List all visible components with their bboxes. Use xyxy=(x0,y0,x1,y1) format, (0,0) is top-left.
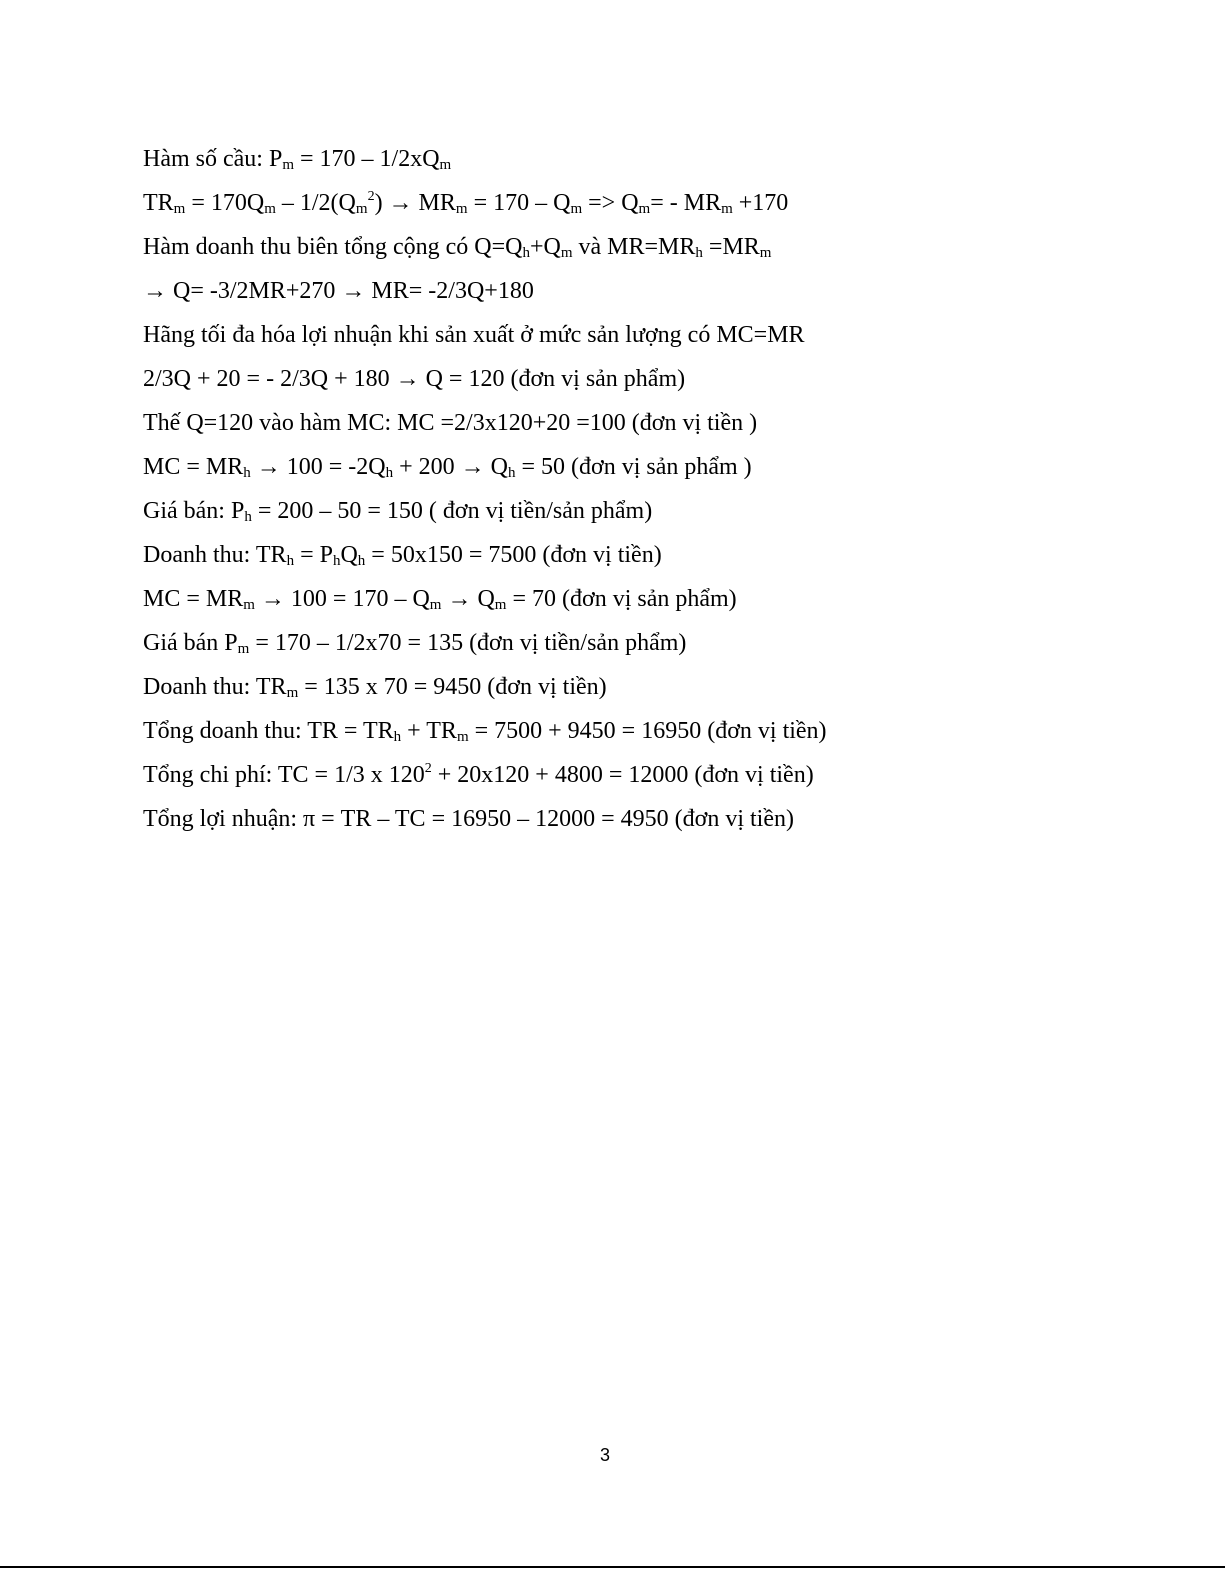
text-run: → 100 = -2Q xyxy=(250,454,386,480)
text-run: + 200 → Q xyxy=(393,454,508,480)
subscript: m xyxy=(286,685,299,701)
text-run: +Q xyxy=(529,234,561,260)
text-run: → Q= -3/2MR+270 → MR= -2/3Q+180 xyxy=(143,278,534,304)
subscript: m xyxy=(237,641,250,657)
text-run: = 170 – 1/2xQ xyxy=(293,146,440,172)
total-cost-line xyxy=(143,753,1123,797)
trh-line xyxy=(143,533,1123,577)
ph-line xyxy=(143,489,1123,533)
text-run: Tổng chi phí: TC = 1/3 x 120 xyxy=(143,762,425,788)
subscript: h xyxy=(522,245,530,261)
text-run: ) → MR xyxy=(374,190,456,216)
subscript: m xyxy=(494,597,507,613)
qm-line xyxy=(143,577,1123,621)
subscript: m xyxy=(439,157,452,173)
subscript: m xyxy=(282,157,294,173)
demand-function-line xyxy=(143,137,1123,181)
text-run: Giá bán P xyxy=(143,630,238,656)
text-run: TR xyxy=(143,190,174,216)
text-run: Hàm số cầu: P xyxy=(143,146,283,172)
combined-mr-line xyxy=(143,225,1123,269)
text-run: Giá bán: P xyxy=(143,498,245,524)
superscript: 2 xyxy=(367,189,375,204)
text-run: Tổng doanh thu: TR = TR xyxy=(143,718,394,744)
text-run: = 50x150 = 7500 (đơn vị tiền) xyxy=(365,542,662,568)
text-run: → Q xyxy=(441,586,495,612)
subscript: h xyxy=(332,553,341,569)
text-run: MC = MR xyxy=(143,454,244,480)
qh-line xyxy=(143,445,1123,489)
text-run: = 7500 + 9450 = 16950 (đơn vị tiền) xyxy=(468,718,827,744)
text-run: → 100 = 170 – Q xyxy=(254,586,430,612)
text-run: Thế Q=120 vào hàm MC: MC =2/3x120+20 =100 (đơn vị tiền ) xyxy=(143,410,758,436)
subscript: h xyxy=(357,553,366,569)
text-run: + 20x120 + 4800 = 12000 (đơn vị tiền) xyxy=(431,762,814,788)
subscript: m xyxy=(429,597,442,613)
subscript: h xyxy=(286,553,295,569)
text-run: => Q xyxy=(582,190,639,216)
text-run: Doanh thu: TR xyxy=(143,542,287,568)
text-run: Q xyxy=(340,542,358,568)
subscript: h xyxy=(695,245,703,261)
text-run: = - MR xyxy=(650,190,722,216)
pm-line xyxy=(143,621,1123,665)
combined-mr-result-line xyxy=(143,269,1123,313)
text-run: Hàm doanh thu biên tổng cộng có Q=Q xyxy=(143,234,523,260)
subscript: m xyxy=(570,201,583,217)
text-run: Doanh thu: TR xyxy=(143,674,287,700)
text-run: – 1/2(Q xyxy=(275,190,356,216)
text-run: 2/3Q + 20 = - 2/3Q + 180 → Q = 120 (đơn vị sản phẩm) xyxy=(143,366,686,392)
subscript: m xyxy=(355,201,368,217)
bottom-rule xyxy=(0,1566,1225,1568)
text-run: = 70 (đơn vị sản phẩm) xyxy=(506,586,737,612)
text-run: + TR xyxy=(401,718,457,744)
text-run: = 170 – 1/2x70 = 135 (đơn vị tiền/sản phẩm) xyxy=(249,630,687,656)
page-number: 3 xyxy=(599,1445,610,1465)
text-run: Tổng lợi nhuận: π = TR – TC = 16950 – 12000 = 4950 (đơn vị tiền) xyxy=(143,806,794,832)
page-content xyxy=(143,137,1123,841)
text-run: = 135 x 70 = 9450 (đơn vị tiền) xyxy=(298,674,607,700)
subscript: m xyxy=(264,201,276,217)
subscript: m xyxy=(456,729,469,745)
subscript: m xyxy=(638,201,651,217)
mc-value-line xyxy=(143,401,1123,445)
subscript: h xyxy=(507,465,516,481)
total-revenue-line xyxy=(143,181,1123,225)
text-run: =MR xyxy=(702,234,760,260)
trm-line xyxy=(143,665,1123,709)
subscript: h xyxy=(243,465,251,481)
text-run: = 170 – Q xyxy=(467,190,571,216)
text-run: +170 xyxy=(732,190,789,216)
subscript: m xyxy=(560,245,573,261)
superscript: 2 xyxy=(424,761,432,776)
text-run: = 50 (đơn vị sản phẩm ) xyxy=(515,454,752,480)
text-run: Hãng tối đa hóa lợi nhuận khi sản xuất ở mức sản lượng có MC=MR xyxy=(143,322,805,348)
subscript: h xyxy=(244,509,252,525)
text-run: MC = MR xyxy=(143,586,244,612)
subscript: h xyxy=(393,729,402,745)
subscript: h xyxy=(385,465,394,481)
total-profit-line xyxy=(143,797,1123,841)
equilibrium-q-line xyxy=(143,357,1123,401)
text-run: và MR=MR xyxy=(572,234,696,260)
profit-max-rule-line xyxy=(143,313,1123,357)
subscript: m xyxy=(173,201,186,217)
text-run: = 200 – 50 = 150 ( đơn vị tiền/sản phẩm) xyxy=(251,498,653,524)
subscript: m xyxy=(243,597,255,613)
text-run: = P xyxy=(294,542,333,568)
subscript: m xyxy=(455,201,468,217)
subscript: m xyxy=(759,245,772,261)
total-revenue-sum-line xyxy=(143,709,1123,753)
subscript: m xyxy=(721,201,733,217)
text-run: = 170Q xyxy=(185,190,265,216)
